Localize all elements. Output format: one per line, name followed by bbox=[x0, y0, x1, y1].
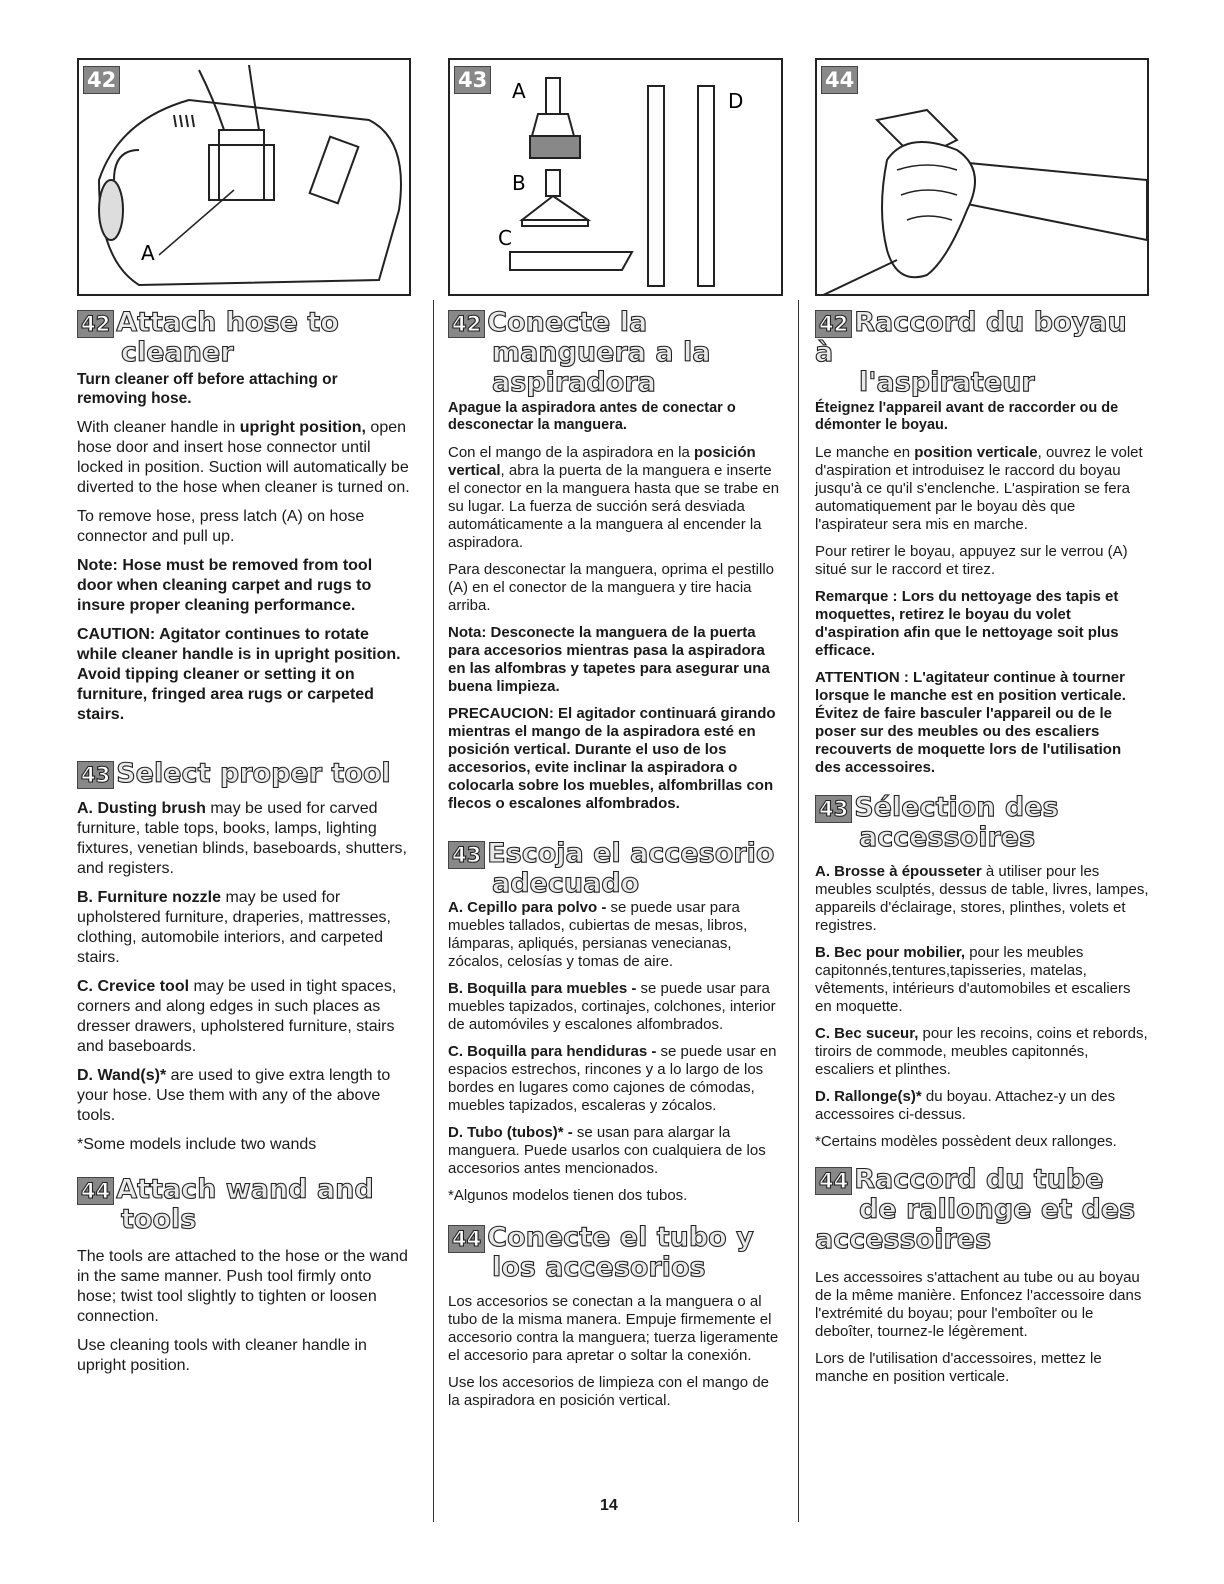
paragraph: Use los accesorios de limpieza con el mango de la aspiradora en posición vertical. bbox=[448, 1374, 769, 1409]
tool-a bbox=[77, 799, 411, 879]
column-divider-1 bbox=[433, 300, 434, 1522]
column-french bbox=[815, 58, 1149, 1395]
section-badge: 42 bbox=[448, 310, 485, 338]
heading-line-2: l'aspirateur bbox=[859, 367, 1035, 398]
emphasis: B. Boquilla para muebles - bbox=[448, 980, 637, 997]
paragraph: Pour retirer le boyau, appuyez sur le verrou (A) situé sur le raccord et tirez. bbox=[815, 543, 1128, 578]
section-42-french bbox=[815, 308, 1149, 777]
heading-line-1: Escoja el accesorio bbox=[487, 838, 775, 869]
section-badge: 44 bbox=[815, 1167, 852, 1195]
section-badge: 42 bbox=[77, 310, 114, 338]
section-43-spanish bbox=[448, 839, 783, 1205]
heading-line-1: Select proper tool bbox=[116, 758, 391, 789]
text: se puede usar en espacios estrechos, rincones y a lo largo de los bordes en lugares como cajones de cómodas, muebles tapizados, escaleras y zócalos. bbox=[448, 1043, 777, 1114]
label-b: B bbox=[512, 171, 526, 195]
paragraph: Los accesorios se conectan a la manguera o al tubo de la misma manera. Empuje firmemente el accesorio contra la manguera; tuerza ligeramente el accesorio para apretar o soltar la conexión. bbox=[448, 1293, 779, 1364]
emphasis: C. Bec suceur, bbox=[815, 1025, 919, 1042]
figure-44-wand-attach bbox=[815, 58, 1149, 296]
heading-line-2: los accesorios bbox=[492, 1252, 706, 1283]
section-heading bbox=[448, 1223, 783, 1283]
section-heading bbox=[815, 793, 1149, 853]
figure-43-tools bbox=[448, 58, 783, 296]
text: se puede usar para muebles tapizados, cortinajes, colchones, interior de automóviles y escalones alfombrados. bbox=[448, 980, 776, 1033]
section-badge: 44 bbox=[448, 1225, 485, 1253]
caution: ATTENTION : L'agitateur continue à tourner lorsque le manche est en position verticale. Évitez de faire basculer l'appareil ou de le poser sur des meubles ou des escaliers recouverts de moquette lors de l'utilisation des accessoires. bbox=[815, 669, 1126, 776]
tool-b bbox=[815, 944, 1149, 1016]
heading-line-1: Sélection des bbox=[854, 792, 1059, 823]
section-43-french bbox=[815, 793, 1149, 1151]
section-heading bbox=[815, 308, 1149, 398]
caution: CAUTION: Agitator continues to rotate while cleaner handle is in upright position. Avoid tipping cleaner or setting it on furniture, fringed area rugs or carpeted stairs. bbox=[77, 626, 401, 723]
emphasis: B. Bec pour mobilier, bbox=[815, 944, 966, 961]
emphasis: position verticale bbox=[914, 444, 1038, 461]
section-42-english bbox=[77, 308, 411, 725]
paragraph: The tools are attached to the hose or the wand in the same manner. Push tool firmly onto hose; twist tool slightly to tighten or loosen connection. bbox=[77, 1248, 408, 1325]
text: pour les recoins, coins et rebords, tiroirs de commode, meubles capitonnés, escaliers et plinthes. bbox=[815, 1025, 1148, 1078]
section-heading bbox=[77, 308, 411, 368]
heading-line-2: de rallonge et des bbox=[859, 1194, 1136, 1225]
emphasis: B. Furniture nozzle bbox=[77, 889, 221, 906]
figure-42-hose-attach bbox=[77, 58, 411, 296]
section-44-spanish bbox=[448, 1223, 783, 1410]
emphasis: D. Tubo (tubos)* - bbox=[448, 1124, 573, 1141]
section-heading bbox=[448, 308, 783, 398]
section-badge: 43 bbox=[815, 795, 852, 823]
heading-line-1: Attach wand and bbox=[116, 1174, 374, 1205]
note: Remarque : Lors du nettoyage des tapis et moquettes, retirez le boyau du volet d'aspiration afin que le nettoyage soit plus efficace. bbox=[815, 588, 1119, 659]
emphasis: C. Boquilla para hendiduras - bbox=[448, 1043, 657, 1060]
paragraph: Les accessoires s'attachent au tube ou au boyau de la même manière. Enfoncez l'accessoire dans l'extrémité du boyau; pour l'emboîter ou le deboîter, tournez-le légèrement. bbox=[815, 1269, 1142, 1340]
paragraph: Use cleaning tools with cleaner handle in upright position. bbox=[77, 1337, 367, 1374]
paragraph bbox=[77, 418, 411, 498]
emphasis: posición vertical bbox=[448, 444, 756, 479]
tool-c bbox=[448, 1043, 783, 1115]
lead-warning: Éteignez l'appareil avant de raccorder ou de démonter le boyau. bbox=[815, 400, 1119, 433]
paragraph: To remove hose, press latch (A) on hose connector and pull up. bbox=[77, 508, 365, 545]
figure-badge: 42 bbox=[83, 66, 120, 94]
text: se puede usar para muebles tallados, cubiertas de mesas, libros, lámparas, apliqués, persianas venecianas, zócalos, celosías y tomas de aire. bbox=[448, 899, 748, 970]
section-heading bbox=[77, 1175, 411, 1235]
text: may be used for upholstered furniture, draperies, mattresses, clothing, automobile interiors, and carpeted stairs. bbox=[77, 889, 391, 966]
note: Note: Hose must be removed from tool door when cleaning carpet and rugs to insure proper cleaning performance. bbox=[77, 557, 373, 614]
heading-line-2: adecuado bbox=[492, 868, 640, 899]
tool-d bbox=[815, 1088, 1149, 1124]
section-badge: 43 bbox=[448, 841, 485, 869]
heading-line-2: cleaner bbox=[121, 337, 234, 368]
section-heading bbox=[77, 759, 411, 789]
heading-line-1: Conecte la bbox=[487, 307, 648, 338]
column-spanish bbox=[448, 58, 783, 1419]
text: open hose door and insert hose connector until locked in position. Suction will automatically be diverted to the hose when cleaner is turned on. bbox=[77, 419, 410, 496]
text: à utiliser pour les meubles sculptés, dessus de table, livres, lampes, appareils d'éclairage, stores, plinthes, volets et registres. bbox=[815, 863, 1149, 934]
heading-line-3: accessoires bbox=[815, 1224, 992, 1255]
figure-badge: 43 bbox=[454, 66, 491, 94]
paragraph: Lors de l'utilisation d'accessoires, mettez le manche en position verticale. bbox=[815, 1350, 1102, 1385]
text: With cleaner handle in bbox=[77, 419, 240, 436]
emphasis: A. Dusting brush bbox=[77, 800, 206, 817]
paragraph: Para desconectar la manguera, oprima el pestillo (A) en el conector de la manguera y tire hacia arriba. bbox=[448, 561, 775, 614]
heading-line-2: tools bbox=[121, 1204, 197, 1235]
heading-line-1: Raccord du boyau à bbox=[815, 307, 1127, 368]
tools-illustration bbox=[450, 60, 783, 296]
column-english bbox=[77, 58, 411, 1385]
footnote: *Algunos modelos tienen dos tubos. bbox=[448, 1187, 688, 1204]
emphasis: D. Rallonge(s)* bbox=[815, 1088, 922, 1105]
label-a: A bbox=[141, 241, 155, 265]
section-badge: 43 bbox=[77, 761, 114, 789]
tool-d bbox=[448, 1124, 783, 1178]
lead-warning: Turn cleaner off before attaching or removing hose. bbox=[77, 371, 338, 407]
tool-a bbox=[448, 899, 783, 971]
label-c: C bbox=[498, 226, 512, 250]
heading-line-1: Conecte el tubo y bbox=[487, 1222, 754, 1253]
emphasis: C. Crevice tool bbox=[77, 978, 190, 995]
paragraph bbox=[815, 444, 1149, 534]
text: Con el mango de la aspiradora en la bbox=[448, 444, 694, 461]
section-badge: 42 bbox=[815, 310, 852, 338]
section-badge: 44 bbox=[77, 1177, 114, 1205]
section-43-english bbox=[77, 759, 411, 1155]
tool-b bbox=[448, 980, 783, 1034]
tool-a bbox=[815, 863, 1149, 935]
emphasis: A. Brosse à épousseter bbox=[815, 863, 982, 880]
vacuum-hose-illustration bbox=[79, 60, 411, 296]
tool-c bbox=[815, 1025, 1149, 1079]
text: se usan para alargar la manguera. Puede usarlos con cualquiera de los accesorios antes mencionados. bbox=[448, 1124, 766, 1177]
text: are used to give extra length to your hose. Use them with any of the above tools. bbox=[77, 1067, 391, 1124]
heading-line-3: aspiradora bbox=[492, 367, 656, 398]
emphasis: D. Wand(s)* bbox=[77, 1067, 167, 1084]
tool-b bbox=[77, 888, 411, 968]
text: , ouvrez le volet d'aspiration et introduisez le raccord du boyau jusqu'à ce qu'il s'enclenche. L'aspiration se fera automatiquement par le boyau dès que l'aspirateur sera mis en marche. bbox=[815, 444, 1143, 533]
heading-line-1: Raccord du tube bbox=[854, 1164, 1104, 1195]
footnote: *Certains modèles possèdent deux rallonges. bbox=[815, 1133, 1117, 1150]
section-heading bbox=[815, 1165, 1149, 1255]
text: Le manche en bbox=[815, 444, 915, 461]
section-heading bbox=[448, 839, 783, 899]
emphasis: upright position, bbox=[239, 419, 366, 436]
text: may be used in tight spaces, corners and along edges in such places as dresser drawers, upholstered furniture, stairs and baseboards. bbox=[77, 978, 397, 1055]
heading-line-1: Attach hose to bbox=[116, 307, 339, 338]
lead-warning: Apague la aspiradora antes de conectar o desconectar la manguera. bbox=[448, 400, 736, 433]
label-a: A bbox=[512, 79, 526, 103]
label-d: D bbox=[728, 89, 744, 113]
tool-d bbox=[77, 1066, 411, 1126]
text: may be used for carved furniture, table tops, books, lamps, lighting fixtures, venetian blinds, baseboards, shutters, and registers. bbox=[77, 800, 407, 877]
figure-badge: 44 bbox=[821, 66, 858, 94]
section-44-french bbox=[815, 1165, 1149, 1386]
hand-wand-illustration bbox=[817, 60, 1149, 296]
tool-c bbox=[77, 977, 411, 1057]
section-44-english bbox=[77, 1175, 411, 1376]
heading-line-2: accessoires bbox=[859, 822, 1036, 853]
note: Nota: Desconecte la manguera de la puerta para accesorios mientras pasa la aspiradora en las alfombras y tapetes para asegurar una buena limpieza. bbox=[448, 624, 770, 695]
text: , abra la puerta de la manguera e inserte el conector en la manguera hasta que se trabe en su lugar. La fuerza de succión será desviada automáticamente a la manguera al encender la aspiradora. bbox=[448, 462, 780, 551]
heading-line-2: manguera a la bbox=[492, 337, 711, 368]
emphasis: A. Cepillo para polvo - bbox=[448, 899, 607, 916]
column-divider-2 bbox=[798, 300, 799, 1522]
text: pour les meubles capitonnés,tentures,tapisseries, matelas, vêtements, intérieurs d'automobiles et escaliers en moquette. bbox=[815, 944, 1131, 1015]
caution: PRECAUCION: El agitador continuará girando mientras el mango de la aspiradora esté en posición vertical. Durante el uso de los accesorios, evite inclinar la aspiradora o colocarla sobre los muebles, alfombrillas con flecos o escalones alfombrados. bbox=[448, 705, 776, 812]
text: du boyau. Attachez-y un des accessoires ci-dessus. bbox=[815, 1088, 1116, 1123]
footnote: *Some models include two wands bbox=[77, 1136, 317, 1153]
section-42-spanish bbox=[448, 308, 783, 813]
paragraph bbox=[448, 444, 783, 552]
page-number: 14 bbox=[600, 1497, 618, 1514]
